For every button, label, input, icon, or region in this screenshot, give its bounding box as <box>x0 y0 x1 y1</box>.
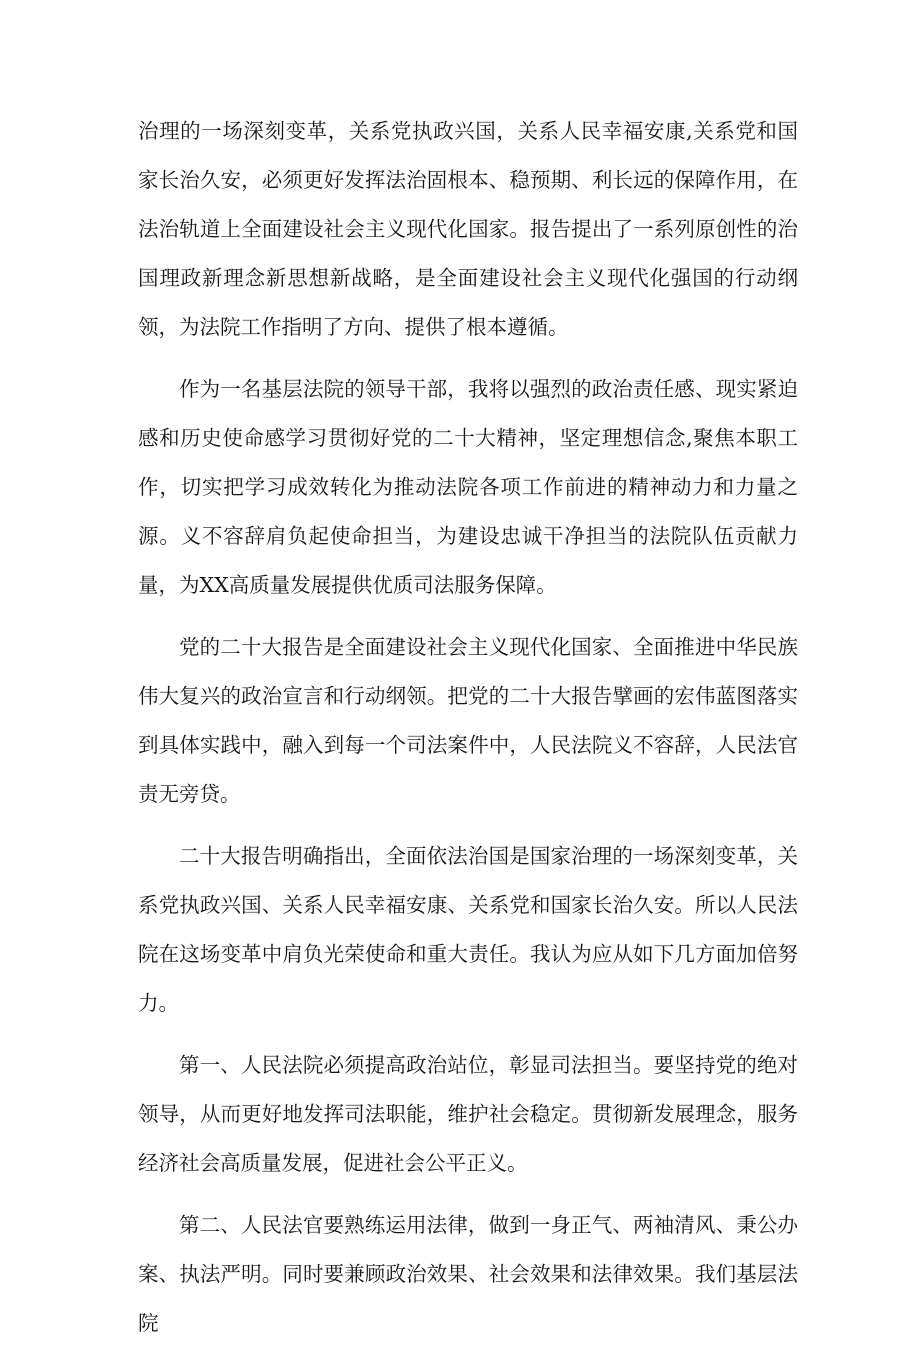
paragraph-1: 治理的一场深刻变革，关系党执政兴国，关系人民幸福安康,关系党和国家长治久安，必须更好发挥法治固根本、稳预期、利长远的保障作用，在法治轨道上全面建设社会主义现代化国家。报告提出了一系列原创性的治国理政新理念新思想新战略，是全面建设社会主义现代化强国的行动纲领，为法院工作指明了方向、提供了根本遵循。 <box>138 119 798 339</box>
paragraph-2: 作为一名基层法院的领导干部，我将以强烈的政治责任感、现实紧迫感和历史使命感学习贯彻好党的二十大精神，坚定理想信念,聚焦本职工作，切实把学习成效转化为推动法院各项工作前进的精神动力和力量之源。义不容辞肩负起使命担当，为建设忠诚干净担当的法院队伍贡献力量，为XX高质量发展提供优质司法服务保障。 <box>138 377 798 597</box>
document-body <box>138 107 798 1361</box>
paragraph-6: 第二、人民法官要熟练运用法律，做到一身正气、两袖清风、秉公办案、执法严明。同时要兼顾政治效果、社会效果和法律效果。我们基层法院 <box>138 1213 798 1335</box>
paragraph-3: 党的二十大报告是全面建设社会主义现代化国家、全面推进中华民族伟大复兴的政治宣言和行动纲领。把党的二十大报告擘画的宏伟蓝图落实到具体实践中，融入到每一个司法案件中，人民法院义不容辞，人民法官责无旁贷。 <box>138 635 798 806</box>
paragraph-5: 第一、人民法院必须提高政治站位，彰显司法担当。要坚持党的绝对领导，从而更好地发挥司法职能，维护社会稳定。贯彻新发展理念，服务经济社会高质量发展，促进社会公平正义。 <box>138 1053 798 1175</box>
paragraph-4: 二十大报告明确指出，全面依法治国是国家治理的一场深刻变革，关系党执政兴国、关系人民幸福安康、关系党和国家长治久安。所以人民法院在这场变革中肩负光荣使命和重大责任。我认为应从如下几方面加倍努力。 <box>138 844 798 1015</box>
